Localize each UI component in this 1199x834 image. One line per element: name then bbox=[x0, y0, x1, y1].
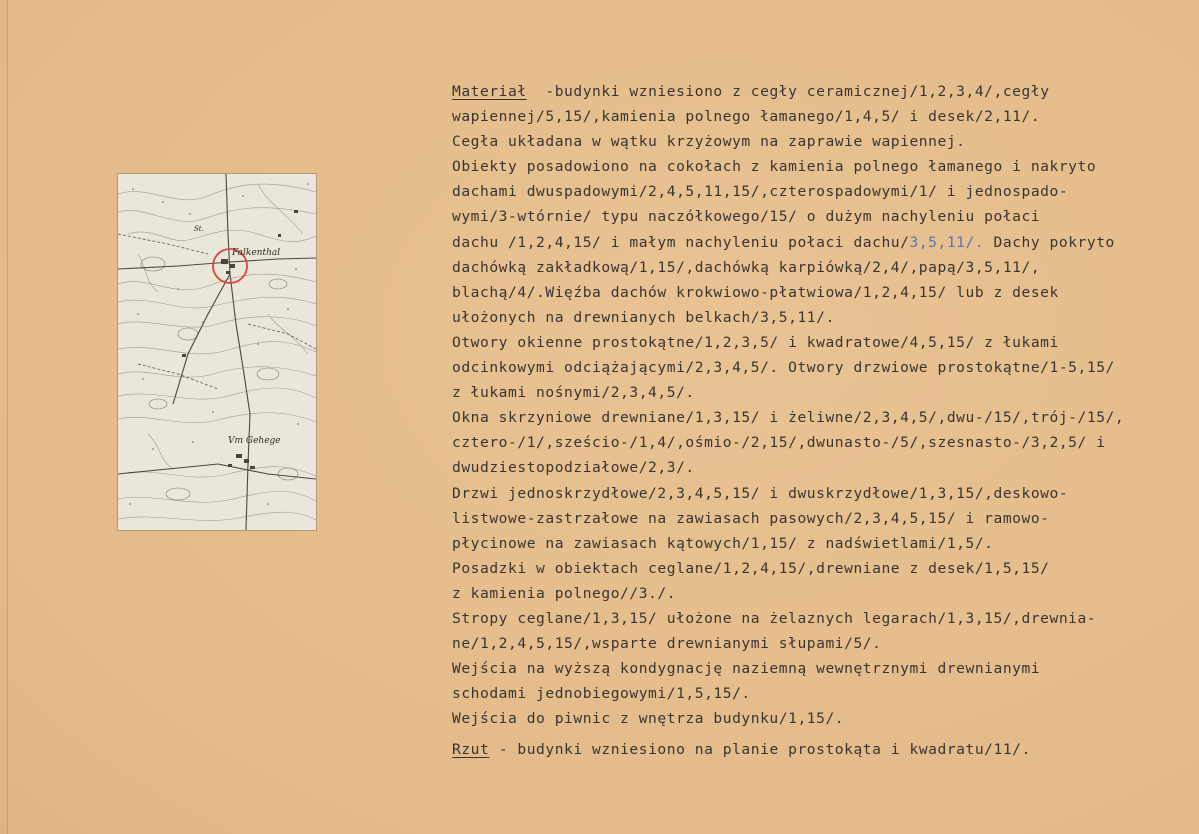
text-segment: Wejścia na wyższą kondygnację naziemną wewnętrznymi drewnianymi bbox=[452, 660, 1041, 678]
text-line bbox=[452, 355, 1192, 380]
topographic-map bbox=[118, 174, 316, 530]
text-segment: dachu /1,2,4,15/ i małym nachyleniu połaci dachu/ bbox=[452, 233, 910, 251]
text-line bbox=[452, 706, 1192, 731]
text-line bbox=[452, 79, 1192, 104]
text-segment: Drzwi jednoskrzydłowe/2,3,4,5,15/ i dwuskrzydłowe/1,3,15/,deskowo- bbox=[452, 484, 1069, 502]
map-label-st: St. bbox=[194, 225, 204, 233]
text-segment: Wejścia do piwnic z wnętrza budynku/1,15/. bbox=[452, 710, 845, 728]
text-segment: Otwory okienne prostokątne/1,2,3,5/ i kwadratowe/4,5,15/ z łukami bbox=[452, 333, 1059, 351]
text-line bbox=[452, 179, 1192, 204]
text-segment: cztero-/1/,sześcio-/1,4/,ośmio-/2,15/,dwunasto-/5/,szesnasto-/3,2,5/ i bbox=[452, 434, 1106, 452]
map-label-gehege: Vm Gehege bbox=[228, 436, 281, 446]
text-line bbox=[452, 154, 1192, 179]
text-segment: Stropy ceglane/1,3,15/ ułożone na żelaznych legarach/1,3,15/,drewnia- bbox=[452, 609, 1097, 627]
text-line bbox=[452, 681, 1192, 706]
text-line bbox=[452, 631, 1192, 656]
text-line bbox=[452, 531, 1192, 556]
text-line bbox=[452, 204, 1192, 229]
text-line bbox=[452, 506, 1192, 531]
text-segment: Dachy pokryto bbox=[984, 233, 1115, 251]
section-heading: Materiał bbox=[452, 83, 527, 100]
text-segment: dwudziestopodziałowe/2,3/. bbox=[452, 459, 695, 477]
text-segment: dachami dwuspadowymi/2,4,5,11,15/,czterospadowymi/1/ i jednospado- bbox=[452, 183, 1069, 201]
map-label-falkenthal: Falkenthal bbox=[232, 248, 281, 258]
text-line bbox=[452, 481, 1192, 506]
text-segment: z kamienia polnego//3./. bbox=[452, 584, 677, 602]
text-line bbox=[452, 104, 1192, 129]
text-line bbox=[452, 230, 1192, 255]
sheet-edge-line bbox=[7, 0, 8, 834]
text-line bbox=[452, 129, 1192, 154]
text-segment: odcinkowymi odciążającymi/2,3,4,5/. Otwory drzwiowe prostokątne/1-5,15/ bbox=[452, 359, 1115, 377]
text-segment: Okna skrzyniowe drewniane/1,3,15/ i żeliwne/2,3,4,5/,dwu-/15/,trój-/15/, bbox=[452, 409, 1125, 427]
text-line bbox=[452, 305, 1192, 330]
text-line bbox=[452, 737, 1192, 762]
text-line bbox=[452, 656, 1192, 681]
text-segment: Obiekty posadowiono na cokołach z kamienia polnego łamanego i nakryto bbox=[452, 158, 1097, 176]
text-line bbox=[452, 330, 1192, 355]
text-line bbox=[452, 280, 1192, 305]
text-segment: Cegła układana w wątku krzyżowym na zaprawie wapiennej. bbox=[452, 133, 966, 151]
text-line bbox=[452, 405, 1192, 430]
text-segment: schodami jednobiegowymi/1,5,15/. bbox=[452, 685, 751, 703]
text-line bbox=[452, 255, 1192, 280]
section-heading: Rzut bbox=[452, 741, 490, 759]
text-line bbox=[452, 606, 1192, 631]
text-segment: dachówką zakładkową/1,15/,dachówką karpiówką/2,4/,papą/3,5,11/, bbox=[452, 258, 1041, 276]
text-segment: -budynki wzniesiono z cegły ceramicznej/1,2,3,4/,cegły bbox=[526, 83, 1050, 100]
text-line bbox=[452, 430, 1192, 455]
text-segment: ułożonych na drewnianych belkach/3,5,11/. bbox=[452, 308, 835, 326]
text-line bbox=[452, 556, 1192, 581]
text-line bbox=[452, 581, 1192, 606]
text-segment: z łukami nośnymi/2,3,4,5/. bbox=[452, 384, 695, 402]
text-line bbox=[452, 380, 1192, 405]
text-segment: 3,5,11/. bbox=[909, 233, 985, 251]
text-segment: ne/1,2,4,5,15/,wsparte drewnianymi słupami/5/. bbox=[452, 635, 882, 653]
text-segment: Posadzki w obiektach ceglane/1,2,4,15/,drewniane z desek/1,5,15/ bbox=[452, 559, 1050, 577]
description-text bbox=[452, 79, 1192, 763]
text-segment: wymi/3-wtórnie/ typu naczółkowego/15/ o dużym nachyleniu połaci bbox=[452, 208, 1041, 226]
text-segment: wapiennej/5,15/,kamienia polnego łamanego/1,4,5/ i desek/2,11/. bbox=[452, 108, 1041, 126]
text-segment: listwowe-zastrzałowe na zawiasach pasowych/2,3,4,5,15/ i ramowo- bbox=[452, 509, 1050, 527]
text-segment: płycinowe na zawiasach kątowych/1,15/ z nadświetlami/1,5/. bbox=[452, 534, 994, 552]
text-line bbox=[452, 455, 1192, 480]
text-segment: - budynki wzniesiono na planie prostokąta i kwadratu/11/. bbox=[489, 741, 1031, 759]
text-segment: blachą/4/.Więźba dachów krokwiowo-płatwiowa/1,2,4,15/ lub z desek bbox=[452, 283, 1059, 301]
map-excerpt bbox=[118, 174, 316, 530]
